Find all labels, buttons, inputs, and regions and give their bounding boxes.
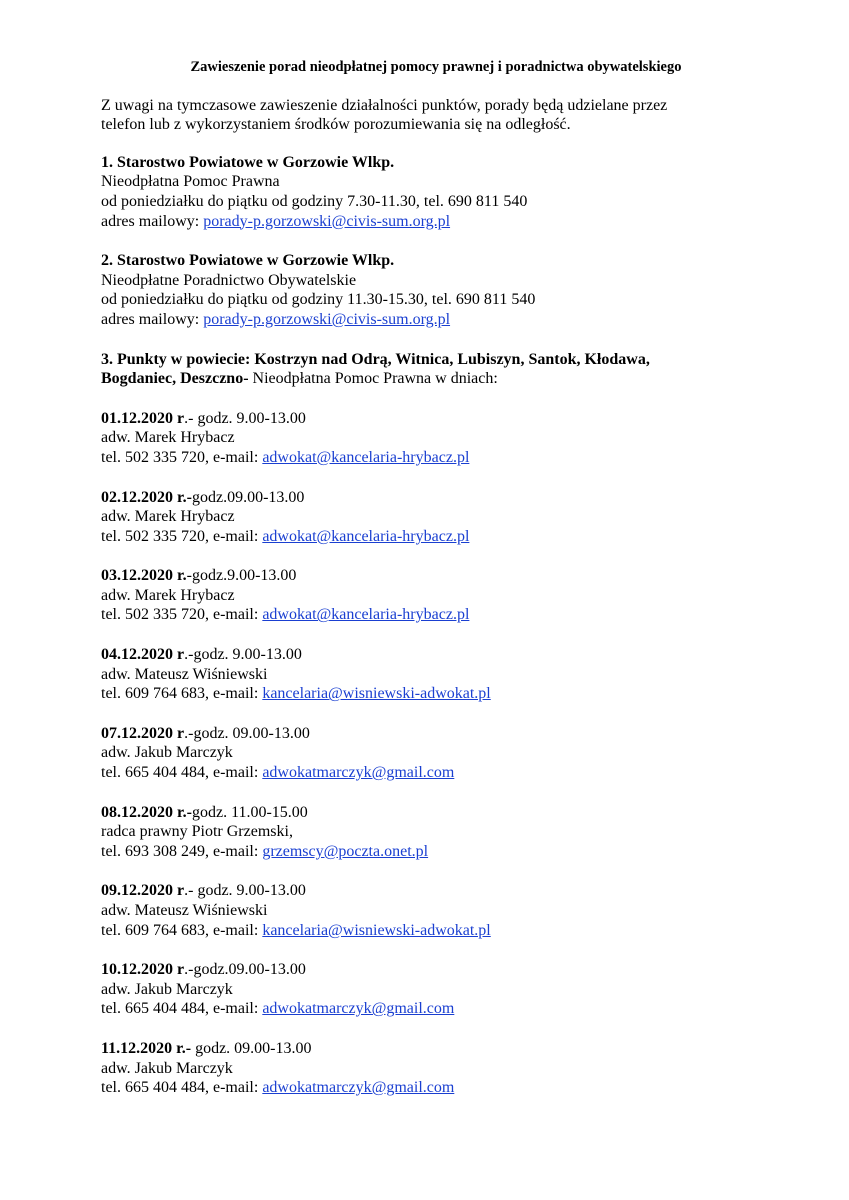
entry-time: .-godz.09.00-13.00 xyxy=(184,961,306,979)
schedule-entry xyxy=(101,488,741,547)
entry-date-line xyxy=(101,409,741,429)
entry-phone: tel. 693 308 249, e-mail: xyxy=(101,842,263,860)
intro-paragraph xyxy=(101,96,741,135)
entry-date: 11.12.2020 r.- xyxy=(101,1039,192,1057)
email-label: adres mailowy: xyxy=(101,310,204,328)
entry-date: 03.12.2020 r. xyxy=(101,567,187,585)
entry-person: radca prawny Piotr Grzemski, xyxy=(101,823,293,841)
entry-phone: tel. 502 335 720, e-mail: xyxy=(101,527,263,545)
entry-date: 08.12.2020 r.- xyxy=(101,803,192,821)
entry-contact xyxy=(101,763,741,783)
section-service: Nieodpłatne Poradnictwo Obywatelskie xyxy=(101,271,357,289)
section-starostwo-pomoc-prawna xyxy=(101,153,741,231)
section-heading: 1. Starostwo Powiatowe w Gorzowie Wlkp. xyxy=(101,153,395,171)
entry-date-line xyxy=(101,645,741,665)
email-link[interactable]: adwokatmarczyk@gmail.com xyxy=(262,1000,455,1018)
entry-date-line xyxy=(101,881,741,901)
entry-date-line xyxy=(101,488,741,508)
entry-time: .- godz. 9.00-13.00 xyxy=(184,882,306,900)
section-heading-rest: Nieodpłatna Pomoc Prawna w dniach: xyxy=(248,370,498,388)
entry-time: -godz.9.00-13.00 xyxy=(186,567,297,585)
email-link[interactable]: adwokatmarczyk@gmail.com xyxy=(262,764,455,782)
entry-contact xyxy=(101,605,741,625)
intro-line: Z uwagi na tymczasowe zawieszenie działalności punktów, porady będą udzielane przez xyxy=(101,96,668,114)
section-email-line xyxy=(101,310,741,330)
entry-person: adw. Marek Hrybacz xyxy=(101,429,235,447)
document-page xyxy=(101,58,741,1118)
section-punkty-w-powiecie xyxy=(101,350,741,389)
entry-date-line xyxy=(101,566,741,586)
entry-contact xyxy=(101,448,741,468)
schedule-entry xyxy=(101,409,741,468)
entry-person: adw. Marek Hrybacz xyxy=(101,586,235,604)
schedule-entry xyxy=(101,566,741,625)
email-link[interactable]: porady-p.gorzowski@civis-sum.org.pl xyxy=(203,212,451,230)
entry-date: 02.12.2020 r.- xyxy=(101,488,192,506)
schedule-entry xyxy=(101,1039,741,1098)
email-link[interactable]: porady-p.gorzowski@civis-sum.org.pl xyxy=(203,310,451,328)
entry-date-line xyxy=(101,724,741,744)
entry-time: godz.09.00-13.00 xyxy=(191,488,305,506)
email-link[interactable]: grzemscy@poczta.onet.pl xyxy=(262,842,429,860)
entry-date-line xyxy=(101,803,741,823)
entry-person: adw. Jakub Marczyk xyxy=(101,980,233,998)
email-link[interactable]: adwokat@kancelaria-hrybacz.pl xyxy=(262,527,470,545)
entry-phone: tel. 502 335 720, e-mail: xyxy=(101,448,263,466)
entry-contact xyxy=(101,527,741,547)
entry-phone: tel. 665 404 484, e-mail: xyxy=(101,1000,263,1018)
email-link[interactable]: adwokat@kancelaria-hrybacz.pl xyxy=(262,448,470,466)
entry-person: adw. Marek Hrybacz xyxy=(101,508,235,526)
entry-date: 10.12.2020 r xyxy=(101,961,185,979)
entry-person: adw. Jakub Marczyk xyxy=(101,744,233,762)
section-heading: 2. Starostwo Powiatowe w Gorzowie Wlkp. xyxy=(101,252,395,270)
entry-contact xyxy=(101,999,741,1019)
schedule-entry xyxy=(101,645,741,704)
email-link[interactable]: kancelaria@wisniewski-adwokat.pl xyxy=(262,685,491,703)
schedule-entry xyxy=(101,881,741,940)
entry-contact xyxy=(101,1078,741,1098)
email-link[interactable]: kancelaria@wisniewski-adwokat.pl xyxy=(262,921,491,939)
entry-person: adw. Mateusz Wiśniewski xyxy=(101,902,268,919)
entry-phone: tel. 665 404 484, e-mail: xyxy=(101,1079,263,1097)
entry-date: 04.12.2020 r xyxy=(101,646,185,664)
entry-date-line xyxy=(101,1039,741,1059)
entry-time: .-godz. 9.00-13.00 xyxy=(184,646,302,664)
section-starostwo-poradnictwo xyxy=(101,251,741,329)
entry-date: 01.12.2020 r xyxy=(101,409,185,427)
email-link[interactable]: adwokatmarczyk@gmail.com xyxy=(262,1079,455,1097)
section-hours: od poniedziałku do piątku od godziny 7.30-11.30, tel. 690 811 540 xyxy=(101,192,528,210)
entry-phone: tel. 665 404 484, e-mail: xyxy=(101,764,263,782)
schedule-entry xyxy=(101,960,741,1019)
section-heading-bold: Bogdaniec, Deszczno- xyxy=(101,370,249,388)
entry-person: adw. Jakub Marczyk xyxy=(101,1059,233,1077)
section-heading-line2 xyxy=(101,369,741,389)
entry-date: 07.12.2020 r xyxy=(101,724,185,742)
section-heading: 3. Punkty w powiecie: Kostrzyn nad Odrą, Witnica, Lubiszyn, Santok, Kłodawa, xyxy=(101,350,650,368)
entry-person: adw. Mateusz Wiśniewski xyxy=(101,665,268,683)
section-service: Nieodpłatna Pomoc Prawna xyxy=(101,173,280,191)
entry-date-line xyxy=(101,960,741,980)
entry-contact xyxy=(101,921,741,941)
schedule-entry xyxy=(101,803,741,862)
entry-date: 09.12.2020 r xyxy=(101,882,185,900)
entry-phone: tel. 609 764 683, e-mail: xyxy=(101,921,263,939)
email-link[interactable]: adwokat@kancelaria-hrybacz.pl xyxy=(262,606,470,624)
entry-contact xyxy=(101,842,741,862)
schedule-entry xyxy=(101,724,741,783)
intro-line: telefon lub z wykorzystaniem środków porozumiewania się na odległość. xyxy=(101,116,571,134)
entry-time: .- godz. 9.00-13.00 xyxy=(184,409,306,427)
entry-contact xyxy=(101,684,741,704)
entry-time: godz. 09.00-13.00 xyxy=(191,1039,312,1057)
email-label: adres mailowy: xyxy=(101,212,204,230)
entry-time: godz. 11.00-15.00 xyxy=(191,803,308,821)
section-email-line xyxy=(101,212,741,232)
entry-phone: tel. 609 764 683, e-mail: xyxy=(101,685,263,703)
section-hours: od poniedziałku do piątku od godziny 11.30-15.30, tel. 690 811 540 xyxy=(101,291,536,309)
page-title: Zawieszenie porad nieodpłatnej pomocy prawnej i poradnictwa obywatelskiego xyxy=(190,59,682,75)
entry-time: .-godz. 09.00-13.00 xyxy=(184,724,310,742)
entry-phone: tel. 502 335 720, e-mail: xyxy=(101,606,263,624)
